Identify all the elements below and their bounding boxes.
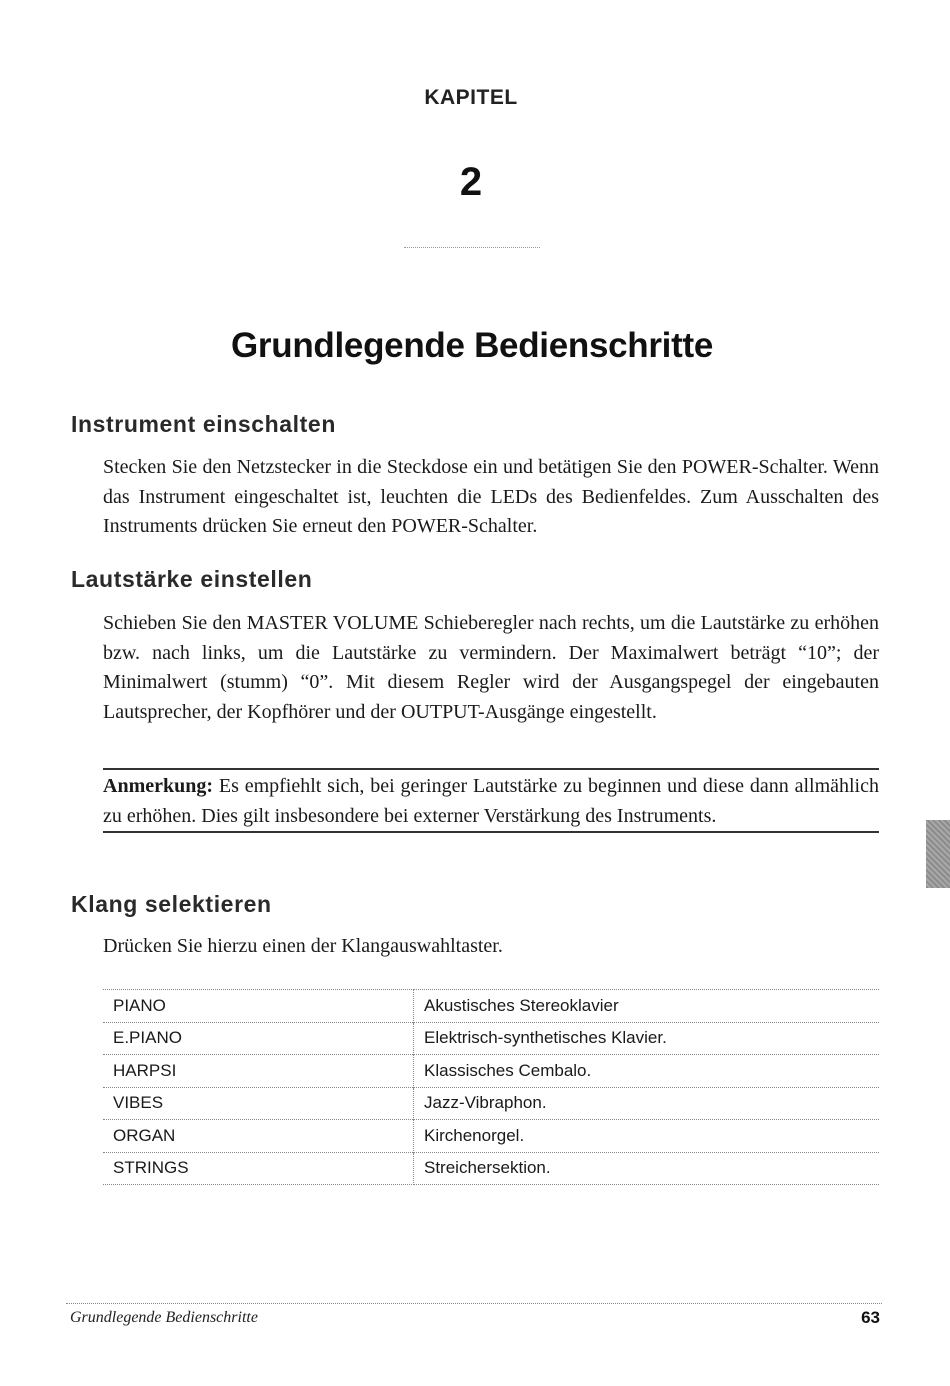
sound-description: Kirchenorgel.	[414, 1120, 880, 1153]
table-row	[103, 1055, 879, 1088]
sound-description: Klassisches Cembalo.	[414, 1055, 880, 1088]
sound-table	[103, 989, 879, 1185]
sound-name: STRINGS	[103, 1152, 414, 1185]
section-heading-sound: Klang selektieren	[71, 891, 272, 917]
page-title: Grundlegende Bedienschritte	[231, 326, 713, 365]
section-heading-power: Instrument einschalten	[71, 411, 336, 437]
page-number: 63	[861, 1308, 880, 1327]
footer-divider	[66, 1303, 882, 1304]
sound-description: Streichersektion.	[414, 1152, 880, 1185]
section-paragraph-power: Stecken Sie den Netzstecker in die Steckdose ein und betätigen Sie den POWER-Schalter. Wenn das Instrument eingeschaltet ist, leuchten die LEDs des Bedienfeldes. Zum Ausschalten des Instruments drücken Sie erneut den POWER-Schalter.	[103, 456, 879, 537]
sound-name: E.PIANO	[103, 1022, 414, 1055]
note-box	[103, 768, 879, 833]
chapter-label: KAPITEL	[424, 86, 518, 109]
note-label: Anmerkung:	[103, 775, 214, 797]
table-row	[103, 1087, 879, 1120]
sound-name: HARPSI	[103, 1055, 414, 1088]
sound-description: Elektrisch-synthetisches Klavier.	[414, 1022, 880, 1055]
table-row	[103, 1152, 879, 1185]
chapter-divider	[404, 247, 540, 248]
section-paragraph-sound: Drücken Sie hierzu einen der Klangauswahltaster.	[103, 935, 503, 957]
sound-description: Jazz-Vibraphon.	[414, 1087, 880, 1120]
sound-name: VIBES	[103, 1087, 414, 1120]
section-paragraph-volume: Schieben Sie den MASTER VOLUME Schieberegler nach rechts, um die Lautstärke zu erhöhen bzw. nach links, um die Lautstärke zu vermindern. Der Maximalwert beträgt “10”; der Minimalwert (stumm) “0”. Mit diesem Regler wird der Ausgangspegel der eingebauten Lautsprecher, der Kopfhörer und der OUTPUT-Ausgänge eingestellt.	[103, 612, 879, 723]
footer-title: Grundlegende Bedienschritte	[70, 1309, 258, 1326]
sound-name: PIANO	[103, 990, 414, 1023]
sound-name: ORGAN	[103, 1120, 414, 1153]
chapter-number: 2	[459, 160, 483, 204]
table-row	[103, 990, 879, 1023]
sound-description: Akustisches Stereoklavier	[414, 990, 880, 1023]
note-text: Es empfiehlt sich, bei geringer Lautstärke zu beginnen und diese dann allmählich zu erhöhen. Dies gilt insbesondere bei externer Verstärkung des Instruments.	[103, 775, 879, 827]
table-row	[103, 1120, 879, 1153]
section-heading-volume: Lautstärke einstellen	[71, 566, 313, 592]
table-row	[103, 1022, 879, 1055]
chapter-thumb-tab	[926, 820, 950, 888]
